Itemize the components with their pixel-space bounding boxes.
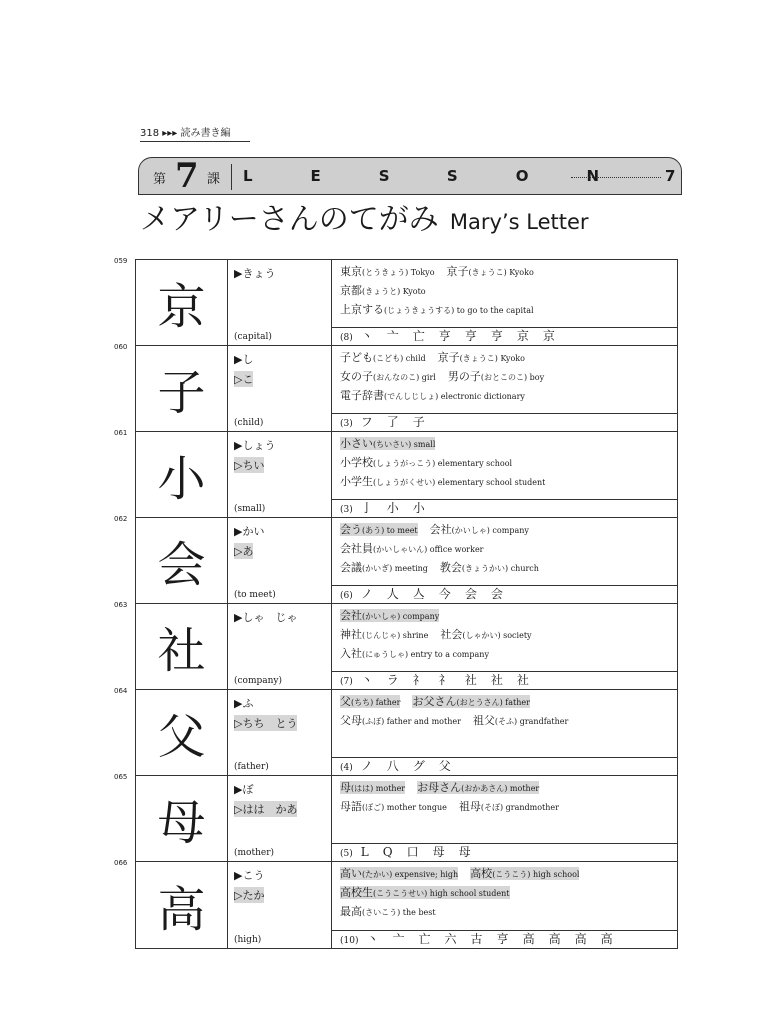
stroke-step: L — [360, 845, 369, 859]
vocab-word: 男の子 — [447, 370, 481, 383]
lesson-title — [140, 194, 589, 238]
vocab-line — [340, 626, 532, 642]
vocab-english: entry to a company — [408, 650, 489, 659]
stroke-step: 亅 — [360, 501, 373, 515]
stroke-step: 高 — [600, 932, 613, 946]
vocab-word: 会議 — [340, 561, 362, 574]
vocab-word: 父母 — [340, 714, 362, 727]
stroke-order — [332, 671, 677, 689]
vocab-english: high school student — [427, 889, 510, 898]
stroke-step: 高 — [548, 932, 561, 946]
stroke-step: 京 — [542, 329, 555, 343]
stroke-step: 小 — [412, 501, 425, 515]
vocab-item — [473, 714, 568, 727]
stroke-count: (8) — [340, 333, 353, 343]
vocab-cell — [332, 604, 677, 689]
kun-reading: ▷はは かあ — [234, 803, 298, 816]
vocab-reading: (そふ) — [494, 717, 518, 726]
vocab-item — [448, 370, 544, 383]
vocab-english: church — [508, 564, 539, 573]
vocab-line — [340, 368, 544, 384]
entry-number: 065 — [114, 773, 128, 781]
stroke-count: (4) — [340, 763, 353, 773]
vocab-item — [340, 351, 426, 364]
vocab-english: to meet — [384, 526, 418, 535]
vocab-item — [440, 561, 539, 574]
stroke-step: ラ — [386, 673, 399, 687]
on-reading: ▶しゃ じゃ — [234, 611, 298, 624]
vocab-word: 父 — [340, 695, 351, 708]
vocab-reading: (さいこう) — [362, 908, 401, 917]
vocab-word: 教会 — [439, 561, 462, 574]
vocab-item — [340, 714, 461, 727]
stroke-count: (3) — [340, 505, 353, 515]
vocab-line — [340, 865, 579, 881]
stroke-order — [332, 930, 677, 948]
vocab-reading: (きょうこ) — [459, 354, 498, 363]
kanji-meaning: (child) — [234, 418, 264, 428]
stroke-order — [332, 585, 677, 603]
vocab-english: elementary school student — [435, 478, 546, 487]
vocab-english: girl — [419, 373, 436, 382]
vocab-item — [340, 867, 458, 880]
vocab-reading: (しょうがくせい) — [373, 478, 436, 487]
kanji-row — [114, 343, 677, 432]
stroke-count: (3) — [340, 419, 353, 429]
kanji-row — [114, 429, 677, 518]
vocab-reading: (ぼご) — [362, 803, 385, 812]
vocab-english: company — [400, 612, 440, 621]
vocab-line — [340, 903, 436, 919]
kun-reading: ▷ちい — [234, 459, 265, 472]
kanji-meaning: (company) — [234, 676, 283, 686]
banner-lesson-number-large: 7 — [175, 156, 199, 196]
vocab-line — [340, 473, 545, 489]
reading-cell — [228, 432, 332, 517]
vocab-word: 祖母 — [458, 800, 481, 813]
vocab-reading: (じょうきょうする) — [384, 306, 455, 315]
vocab-reading: (じんじゃ) — [362, 631, 401, 640]
vocab-reading: (かいしゃいん) — [373, 545, 428, 554]
vocab-english: child — [403, 354, 426, 363]
vocab-reading: (とうきょう) — [362, 268, 409, 277]
vocab-reading: (おかあさん) — [461, 784, 508, 793]
vocab-reading: (きょうと) — [362, 287, 401, 296]
stroke-step: 了 — [386, 415, 399, 429]
vocab-item — [459, 800, 559, 813]
vocab-item — [447, 265, 534, 278]
stroke-order — [332, 499, 677, 517]
vocab-cell — [332, 260, 677, 345]
kanji-row — [114, 859, 677, 948]
stroke-step: 亨 — [490, 329, 503, 343]
vocab-line — [340, 712, 568, 728]
stroke-step: 高 — [522, 932, 535, 946]
kanji-meaning: (capital) — [234, 332, 272, 342]
vocab-item — [340, 542, 484, 555]
vocab-reading: (おとうさん) — [456, 698, 503, 707]
stroke-step: 八 — [386, 759, 399, 773]
vocab-english: father — [502, 698, 530, 707]
vocab-line — [340, 607, 439, 623]
vocab-word: 会社 — [340, 609, 362, 622]
stroke-step: 母 — [432, 845, 445, 859]
vocab-word: 祖父 — [472, 714, 495, 727]
vocab-english: expensive; high — [392, 870, 459, 879]
vocab-reading: (きょうかい) — [461, 564, 509, 573]
vocab-cell — [332, 690, 677, 775]
vocab-item — [340, 370, 436, 383]
vocab-item — [340, 905, 436, 918]
stroke-step: 母 — [458, 845, 471, 859]
stroke-step: 父 — [438, 759, 451, 773]
vocab-word: 最高 — [340, 905, 362, 918]
stroke-count: (5) — [340, 849, 353, 859]
vocab-item — [340, 695, 400, 708]
banner-lesson-word: LESSON — [243, 167, 658, 185]
stroke-step: 礻 — [412, 673, 425, 687]
vocab-reading: (かいしゃ) — [362, 612, 401, 621]
vocab-english: meeting — [392, 564, 428, 573]
vocab-word: 小学生 — [340, 475, 373, 488]
stroke-order — [332, 757, 677, 775]
kun-reading: ▷あ — [234, 545, 254, 558]
stroke-step: フ — [360, 415, 373, 429]
stroke-step: ノ — [360, 587, 373, 601]
kanji-meaning: (to meet) — [234, 590, 276, 600]
vocab-english: father and mother — [384, 717, 461, 726]
stroke-step: 亠 — [392, 932, 405, 946]
stroke-step: 今 — [438, 587, 451, 601]
reading-cell — [228, 690, 332, 775]
stroke-step: 社 — [464, 673, 477, 687]
vocab-english: father — [373, 698, 401, 707]
vocab-line — [340, 263, 534, 279]
vocab-line — [340, 282, 426, 298]
vocab-line — [340, 301, 534, 317]
kun-reading: ▷こ — [234, 373, 254, 386]
vocab-english: company — [489, 526, 529, 535]
stroke-step: ノ — [360, 759, 373, 773]
vocab-item — [340, 800, 447, 813]
vocab-word: お母さん — [417, 781, 462, 794]
vocab-english: shrine — [400, 631, 429, 640]
reading-cell — [228, 346, 332, 431]
lesson-title-jp: メアリーさんのてがみ — [140, 202, 439, 237]
kun-reading: ▷ちち とう — [234, 717, 298, 730]
stroke-step: 亡 — [412, 329, 425, 343]
kanji-character: 子 — [136, 346, 228, 431]
vocab-reading: (そぼ) — [480, 803, 504, 812]
vocab-reading: (たかい) — [362, 870, 393, 879]
vocab-reading: (こども) — [373, 354, 404, 363]
reading-cell — [228, 776, 332, 861]
kanji-row — [114, 257, 677, 346]
stroke-order — [332, 327, 677, 345]
banner-dai: 第 — [153, 172, 167, 187]
vocab-reading: (しょうがっこう) — [373, 459, 436, 468]
vocab-english: Kyoto — [400, 287, 426, 296]
vocab-item — [340, 647, 489, 660]
vocab-reading: (あう) — [362, 526, 385, 535]
vocab-reading: (おんなのこ) — [373, 373, 420, 382]
kanji-row — [114, 773, 677, 862]
banner-dotted-leader — [571, 177, 661, 178]
vocab-english: electronic dictionary — [438, 392, 525, 401]
reading-cell — [228, 862, 332, 948]
vocab-line — [340, 645, 489, 661]
entry-number: 063 — [114, 601, 128, 609]
vocab-line — [340, 387, 525, 403]
vocab-item — [340, 456, 512, 469]
vocab-word: 京子 — [437, 351, 460, 364]
vocab-word: 京都 — [340, 284, 362, 297]
vocab-word: 会う — [340, 523, 362, 536]
vocab-word: 上京する — [340, 303, 384, 316]
vocab-cell — [332, 776, 677, 861]
vocab-item — [340, 389, 525, 402]
vocab-item — [430, 523, 529, 536]
entry-number: 066 — [114, 859, 128, 867]
vocab-line — [340, 540, 484, 556]
vocab-item — [340, 886, 510, 899]
vocab-line — [340, 693, 530, 709]
vocab-reading: (ふぼ) — [362, 717, 385, 726]
stroke-step: 古 — [470, 932, 483, 946]
stroke-step: 丶 — [366, 932, 379, 946]
vocab-reading: (こうこうせい) — [373, 889, 428, 898]
vocab-reading: (はは) — [351, 784, 374, 793]
lesson-banner — [138, 157, 682, 195]
stroke-step: 社 — [516, 673, 529, 687]
stroke-step: 亨 — [464, 329, 477, 343]
kanji-meaning: (small) — [234, 504, 266, 514]
vocab-item — [340, 781, 405, 794]
vocab-word: 小学校 — [340, 456, 373, 469]
stroke-order — [332, 843, 677, 861]
vocab-english: society — [500, 631, 532, 640]
vocab-reading: (かいぎ) — [362, 564, 393, 573]
vocab-word: 電子辞書 — [340, 389, 384, 402]
stroke-step: 小 — [386, 501, 399, 515]
vocab-cell — [332, 346, 677, 431]
vocab-english: to go to the capital — [454, 306, 534, 315]
vocab-reading: (にゅうしゃ) — [362, 650, 409, 659]
page-header — [140, 124, 250, 142]
on-reading: ▶ぼ — [234, 783, 254, 796]
vocab-english: grandmother — [503, 803, 559, 812]
entry-number: 062 — [114, 515, 128, 523]
stroke-count: (6) — [340, 591, 353, 601]
stroke-step: 六 — [444, 932, 457, 946]
stroke-step: Q — [382, 845, 393, 859]
vocab-item — [438, 351, 525, 364]
vocab-line — [340, 884, 510, 900]
vocab-item — [340, 609, 439, 622]
reading-cell — [228, 260, 332, 345]
vocab-line — [340, 435, 435, 451]
vocab-word: 高い — [340, 867, 362, 880]
kanji-row — [114, 515, 677, 604]
vocab-line — [340, 559, 539, 575]
stroke-step: 亡 — [418, 932, 431, 946]
kanji-character: 小 — [136, 432, 228, 517]
on-reading: ▶し — [234, 353, 254, 366]
vocab-english: Kyoko — [497, 354, 525, 363]
vocab-item — [340, 437, 435, 450]
on-reading: ▶きょう — [234, 267, 276, 280]
on-reading: ▶かい — [234, 525, 265, 538]
vocab-cell — [332, 518, 677, 603]
reading-cell — [228, 518, 332, 603]
vocab-item — [470, 867, 579, 880]
kanji-character: 会 — [136, 518, 228, 603]
page-label: 318 ▸▸▸ 読み書き編 — [140, 128, 231, 139]
vocab-word: 会社員 — [340, 542, 373, 555]
stroke-step: 会 — [490, 587, 503, 601]
vocab-item — [340, 265, 435, 278]
banner-ka: 課 — [207, 172, 221, 187]
kanji-character: 社 — [136, 604, 228, 689]
vocab-line — [340, 454, 512, 470]
stroke-step: 口 — [406, 845, 419, 859]
stroke-step: 亼 — [412, 587, 425, 601]
vocab-line — [340, 798, 559, 814]
stroke-count: (10) — [340, 936, 359, 946]
vocab-english: grandfather — [517, 717, 569, 726]
vocab-word: 母 — [340, 781, 351, 794]
stroke-step: 亨 — [438, 329, 451, 343]
vocab-word: 女の子 — [340, 370, 373, 383]
kanji-character: 京 — [136, 260, 228, 345]
vocab-word: 高校生 — [340, 886, 373, 899]
on-reading: ▶しょう — [234, 439, 276, 452]
stroke-step: 丶 — [360, 329, 373, 343]
vocab-line — [340, 779, 539, 795]
vocab-english: the best — [400, 908, 436, 917]
vocab-reading: (しゃかい) — [462, 631, 501, 640]
kanji-character: 母 — [136, 776, 228, 861]
kanji-table — [114, 257, 678, 949]
vocab-reading: (かいしゃ) — [451, 526, 490, 535]
stroke-step: グ — [412, 759, 425, 773]
stroke-step: 人 — [386, 587, 399, 601]
lesson-title-en: Mary’s Letter — [449, 210, 589, 234]
vocab-word: 東京 — [340, 265, 362, 278]
entry-number: 064 — [114, 687, 128, 695]
stroke-step: 高 — [574, 932, 587, 946]
kanji-meaning: (high) — [234, 935, 262, 945]
vocab-english: boy — [527, 373, 545, 382]
vocab-item — [340, 561, 428, 574]
vocab-line — [340, 349, 525, 365]
vocab-item — [340, 303, 534, 316]
vocab-line — [340, 521, 529, 537]
vocab-word: 高校 — [470, 867, 493, 880]
vocab-cell — [332, 862, 677, 948]
on-reading: ▶こう — [234, 869, 265, 882]
vocab-word: 社会 — [440, 628, 463, 641]
vocab-reading: (ちち) — [351, 698, 374, 707]
vocab-item — [417, 781, 539, 794]
vocab-word: 小さい — [340, 437, 373, 450]
vocab-english: mother — [373, 784, 406, 793]
on-reading: ▶ふ — [234, 697, 254, 710]
vocab-english: office worker — [427, 545, 484, 554]
vocab-english: mother tongue — [384, 803, 447, 812]
vocab-item — [440, 628, 531, 641]
stroke-step: 子 — [412, 415, 425, 429]
stroke-step: 亠 — [386, 329, 399, 343]
kanji-row — [114, 601, 677, 690]
vocab-english: high school — [530, 870, 580, 879]
kanji-meaning: (mother) — [234, 848, 275, 858]
vocab-word: 母語 — [340, 800, 362, 813]
vocab-cell — [332, 432, 677, 517]
vocab-word: 京子 — [446, 265, 469, 278]
entry-number: 061 — [114, 429, 128, 437]
entry-number: 059 — [114, 257, 128, 265]
vocab-item — [340, 475, 545, 488]
vocab-reading: (ちいさい) — [373, 440, 412, 449]
vocab-english: mother — [507, 784, 540, 793]
vocab-item — [340, 628, 428, 641]
stroke-step: 社 — [490, 673, 503, 687]
reading-cell — [228, 604, 332, 689]
banner-divider — [231, 164, 232, 190]
kanji-meaning: (father) — [234, 762, 269, 772]
kanji-character: 父 — [136, 690, 228, 775]
banner-lesson-number: 7 — [665, 167, 676, 185]
stroke-step: 礻 — [438, 673, 451, 687]
vocab-english: small — [411, 440, 436, 449]
stroke-step: 丶 — [360, 673, 373, 687]
entry-number: 060 — [114, 343, 128, 351]
stroke-step: 京 — [516, 329, 529, 343]
vocab-item — [340, 284, 426, 297]
stroke-step: 会 — [464, 587, 477, 601]
vocab-reading: (でんしじしょ) — [384, 392, 439, 401]
vocab-word: 入社 — [340, 647, 362, 660]
vocab-word: 子ども — [340, 351, 373, 364]
stroke-order — [332, 413, 677, 431]
kun-reading: ▷たか — [234, 889, 265, 902]
stroke-step: 亨 — [496, 932, 509, 946]
vocab-item — [340, 523, 418, 536]
vocab-word: 会社 — [429, 523, 452, 536]
vocab-word: 神社 — [340, 628, 362, 641]
vocab-english: Kyoko — [506, 268, 534, 277]
vocab-word: お父さん — [412, 695, 457, 708]
vocab-english: elementary school — [435, 459, 513, 468]
vocab-english: Tokyo — [408, 268, 435, 277]
kanji-character: 高 — [136, 862, 228, 948]
vocab-item — [412, 695, 529, 708]
vocab-reading: (おとこのこ) — [480, 373, 528, 382]
vocab-reading: (こうこう) — [492, 870, 531, 879]
stroke-count: (7) — [340, 677, 353, 687]
kanji-row — [114, 687, 677, 776]
vocab-reading: (きょうこ) — [468, 268, 507, 277]
